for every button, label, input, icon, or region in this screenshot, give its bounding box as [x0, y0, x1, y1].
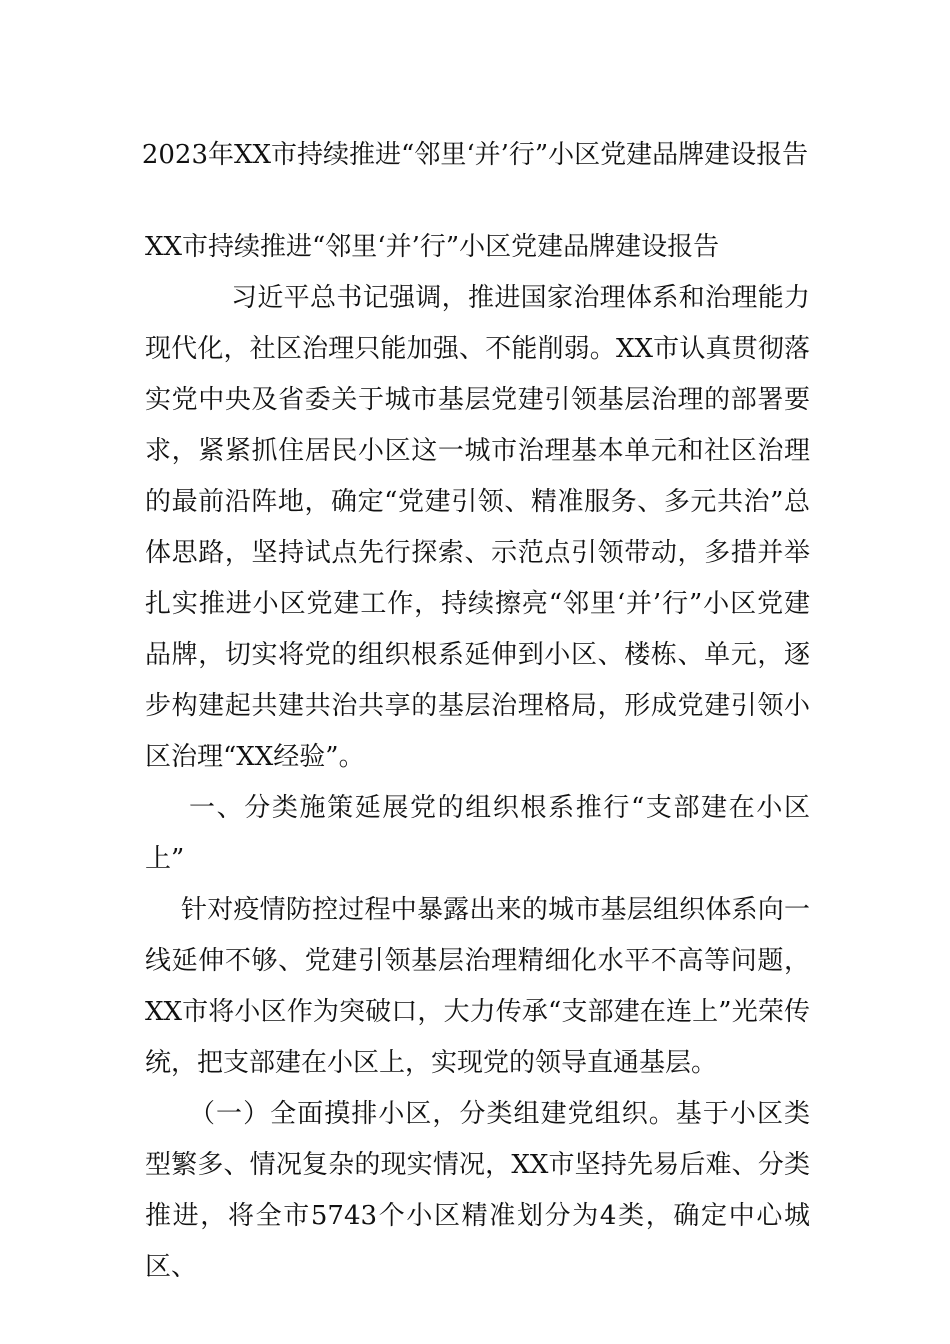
document-title: 2023年XX市持续推进“邻里‘并’行”小区党建品牌建设报告: [141, 140, 809, 170]
document-subtitle: XX市持续推进“邻里‘并’行”小区党建品牌建设报告: [145, 232, 720, 262]
intro-paragraph: 习近平总书记强调，推进国家治理体系和治理能力现代化，社区治理只能加强、不能削弱。XX市认真贯彻落实党中央及省委关于城市基层党建引领基层治理的部署要求，紧紧抓住居民小区这一城市治理基本单元和社区治理的最前沿阵地，确定“党建引领、精准服务、多元共治”总体思路，坚持试点先行探索、示范点引领带动，多措并举扎实推进小区党建工作，持续擦亮“邻里‘并’行”小区党建品牌，切实将党的组织根系延伸到小区、楼栋、单元，逐步构建起共建共治共享的基层治理格局，形成党建引领小区治理“XX经验”。: [145, 283, 810, 772]
section-1-paragraph: 针对疫情防控过程中暴露出来的城市基层组织体系向一线延伸不够、党建引领基层治理精细化水平不高等问题，XX市将小区作为突破口，大力传承“支部建在连上”光荣传统，把支部建在小区上，实现党的领导直通基层。: [145, 895, 810, 1078]
subsection-1-paragraph: （一）全面摸排小区，分类组建党组织。基于小区类型繁多、情况复杂的现实情况，XX市坚持先易后难、分类推进，将全市5743个小区精准划分为4类，确定中心城区、: [145, 1099, 810, 1282]
document-body: [145, 222, 810, 1293]
section-heading-1: 一、分类施策延展党的组织根系推行“支部建在小区上”: [145, 793, 810, 874]
